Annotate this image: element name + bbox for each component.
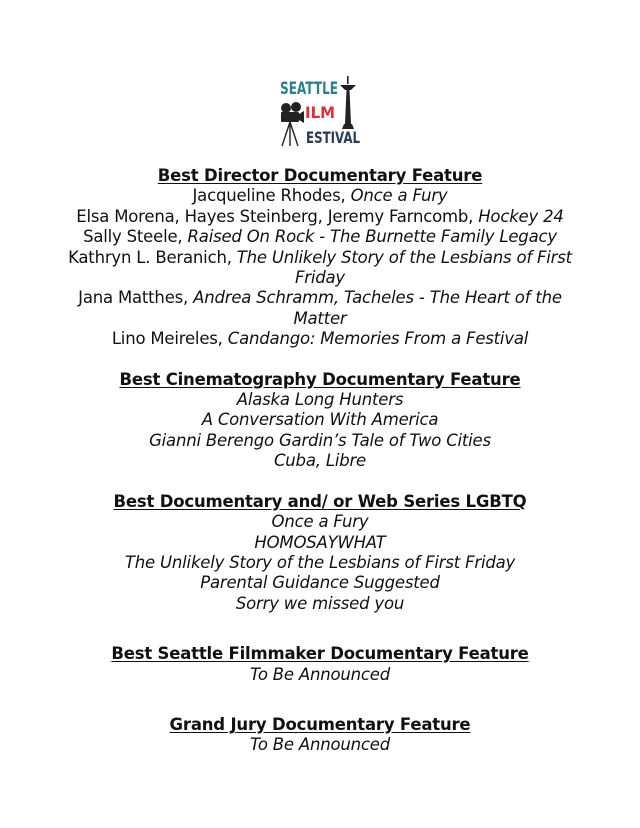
nominee-entry xyxy=(0,248,640,289)
award-heading: Best Cinematography Documentary Feature xyxy=(119,369,521,389)
film-title: To Be Announced xyxy=(249,664,390,684)
space-needle-icon xyxy=(340,76,356,129)
award-heading: Best Documentary and/ or Web Series LGBTQ xyxy=(113,491,527,511)
festival-logo xyxy=(278,74,368,150)
nominee-entry xyxy=(0,329,640,349)
award-heading: Best Seattle Filmmaker Documentary Feature xyxy=(111,644,529,664)
film-title: Once a Fury xyxy=(271,512,369,532)
award-heading: Grand Jury Documentary Feature xyxy=(169,714,471,734)
film-title: A Conversation With America xyxy=(201,410,439,430)
film-title: Parental Guidance Suggested xyxy=(200,573,440,593)
nominee-names: Lino Meireles, xyxy=(111,329,228,349)
nominee-entry xyxy=(0,186,640,206)
nominee-names: Jacqueline Rhodes, xyxy=(192,186,351,206)
nominee-names: Jana Matthes, xyxy=(78,288,194,308)
nominee-names: Sally Steele, xyxy=(83,227,188,247)
award-section-grand-jury xyxy=(0,715,640,756)
nominee-entry xyxy=(0,227,640,247)
logo-line-seattle: SEATTLE xyxy=(280,79,338,99)
film-title: To Be Announced xyxy=(249,735,390,755)
film-title: HOMOSAYWHAT xyxy=(254,532,386,552)
logo-line-estival: ESTIVAL xyxy=(306,128,360,147)
film-title: The Unlikely Story of the Lesbians of First Friday xyxy=(236,247,572,288)
nominee-names: Kathryn L. Beranich, xyxy=(68,247,237,267)
film-title: Cuba, Libre xyxy=(273,451,367,471)
award-section-best-director xyxy=(0,166,640,350)
film-title: Hockey 24 xyxy=(478,206,564,226)
award-section-best-cinematography xyxy=(0,370,640,472)
nominee-entry xyxy=(0,288,640,329)
film-title: The Unlikely Story of the Lesbians of First Friday xyxy=(124,552,516,572)
logo-line-ilm: ILM xyxy=(305,103,335,122)
film-title: Andrea Schramm, Tacheles - The Heart of the Matter xyxy=(193,288,562,328)
film-title: Once a Fury xyxy=(350,186,448,206)
awards-list xyxy=(0,166,640,756)
award-section-seattle-filmmaker xyxy=(0,644,640,685)
film-title: Raised On Rock - The Burnette Family Legacy xyxy=(187,227,557,247)
nominee-entry xyxy=(0,207,640,227)
award-section-lgbtq xyxy=(0,492,640,614)
nominee-names: Elsa Morena, Hayes Steinberg, Jeremy Farncomb, xyxy=(76,206,479,226)
film-title: Gianni Berengo Gardin’s Tale of Two Cities xyxy=(149,430,491,450)
film-title: Candango: Memories From a Festival xyxy=(227,329,529,349)
film-title: Sorry we missed you xyxy=(235,593,405,613)
award-heading: Best Director Documentary Feature xyxy=(157,166,483,185)
movie-camera-icon xyxy=(281,102,304,146)
film-title: Alaska Long Hunters xyxy=(236,390,404,410)
